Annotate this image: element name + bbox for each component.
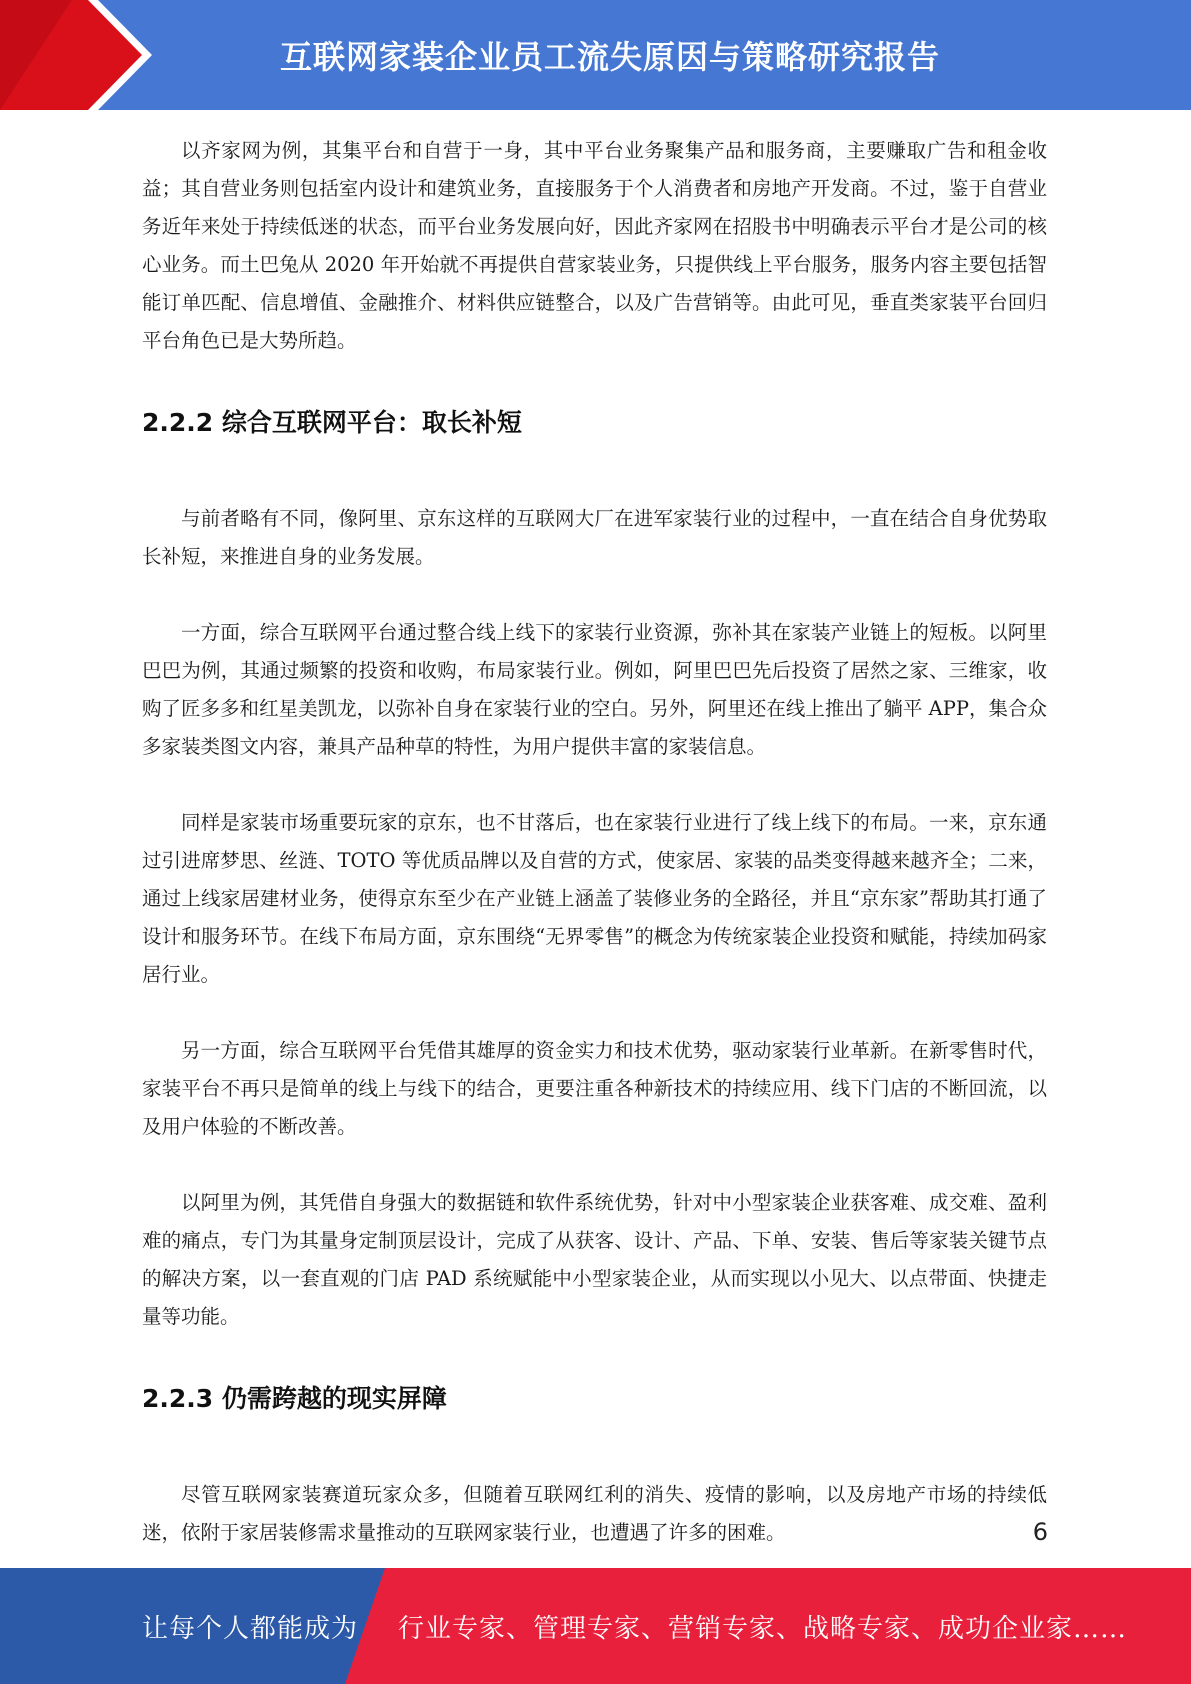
paragraph: 同样是家装市场重要玩家的京东，也不甘落后，也在家装行业进行了线上线下的布局。一来，京东通过引进席梦思、丝涟、TOTO 等优质品牌以及自营的方式，使家居、家装的品类变得越来越齐全；二来，通过上线家居建材业务，使得京东至少在产业链上涵盖了装修业务的全路径，并且“京东家”帮助其打通了设计和服务环节。在线下布局方面，京东围绕“无界零售”的概念为传统家装企业投资和赋能，持续加码家居行业。 [142,811,1047,986]
footer-banner [0,1568,1191,1684]
footer-slogan-left: 让每个人都能成为 [142,1613,359,1644]
paragraph: 另一方面，综合互联网平台凭借其雄厚的资金实力和技术优势，驱动家装行业革新。在新零售时代，家装平台不再只是简单的线上与线下的结合，更要注重各种新技术的持续应用、线下门店的不断回流，以及用户体验的不断改善。 [142,1039,1047,1138]
footer-slogan-right: 行业专家、管理专家、营销专家、战略专家、成功企业家…… [398,1613,1128,1644]
main-content [142,132,1047,1552]
paragraph: 与前者略有不同，像阿里、京东这样的互联网大厂在进军家装行业的过程中，一直在结合自身优势取长补短，来推进自身的业务发展。 [142,507,1047,568]
section-heading-2-2-2: 2.2.2 综合互联网平台：取长补短 [142,408,522,437]
section-heading-2-2-3: 2.2.3 仍需跨越的现实屏障 [142,1384,447,1413]
document-title: 互联网家装企业员工流失原因与策略研究报告 [279,38,940,76]
paragraph: 尽管互联网家装赛道玩家众多，但随着互联网红利的消失、疫情的影响，以及房地产市场的持续低迷，依附于家居装修需求量推动的互联网家装行业，也遭遇了许多的困难。 [142,1483,1047,1544]
page-number: 6 [1032,1518,1048,1546]
paragraph: 以阿里为例，其凭借自身强大的数据链和软件系统优势，针对中小型家装企业获客难、成交难、盈利难的痛点，专门为其量身定制顶层设计，完成了从获客、设计、产品、下单、安装、售后等家装关键节点的解决方案，以一套直观的门店 PAD 系统赋能中小型家装企业，从而实现以小见大、以点带面、快捷走量等功能。 [142,1191,1047,1328]
paragraph: 一方面，综合互联网平台通过整合线上线下的家装行业资源，弥补其在家装产业链上的短板。以阿里巴巴为例，其通过频繁的投资和收购，布局家装行业。例如，阿里巴巴先后投资了居然之家、三维家，收购了匠多多和红星美凯龙，以弥补自身在家装行业的空白。另外，阿里还在线上推出了躺平 APP，集合众多家装类图文内容，兼具产品种草的特性，为用户提供丰富的家装信息。 [142,621,1047,758]
header-banner [0,0,1191,110]
paragraph: 以齐家网为例，其集平台和自营于一身，其中平台业务聚集产品和服务商，主要赚取广告和租金收益；其自营业务则包括室内设计和建筑业务，直接服务于个人消费者和房地产开发商。不过，鉴于自营业务近年来处于持续低迷的状态，而平台业务发展向好，因此齐家网在招股书中明确表示平台才是公司的核心业务。而土巴兔从 2020 年开始就不再提供自营家装业务，只提供线上平台服务，服务内容主要包括智能订单匹配、信息增值、金融推介、材料供应链整合，以及广告营销等。由此可见，垂直类家装平台回归平台角色已是大势所趋。 [142,139,1047,352]
